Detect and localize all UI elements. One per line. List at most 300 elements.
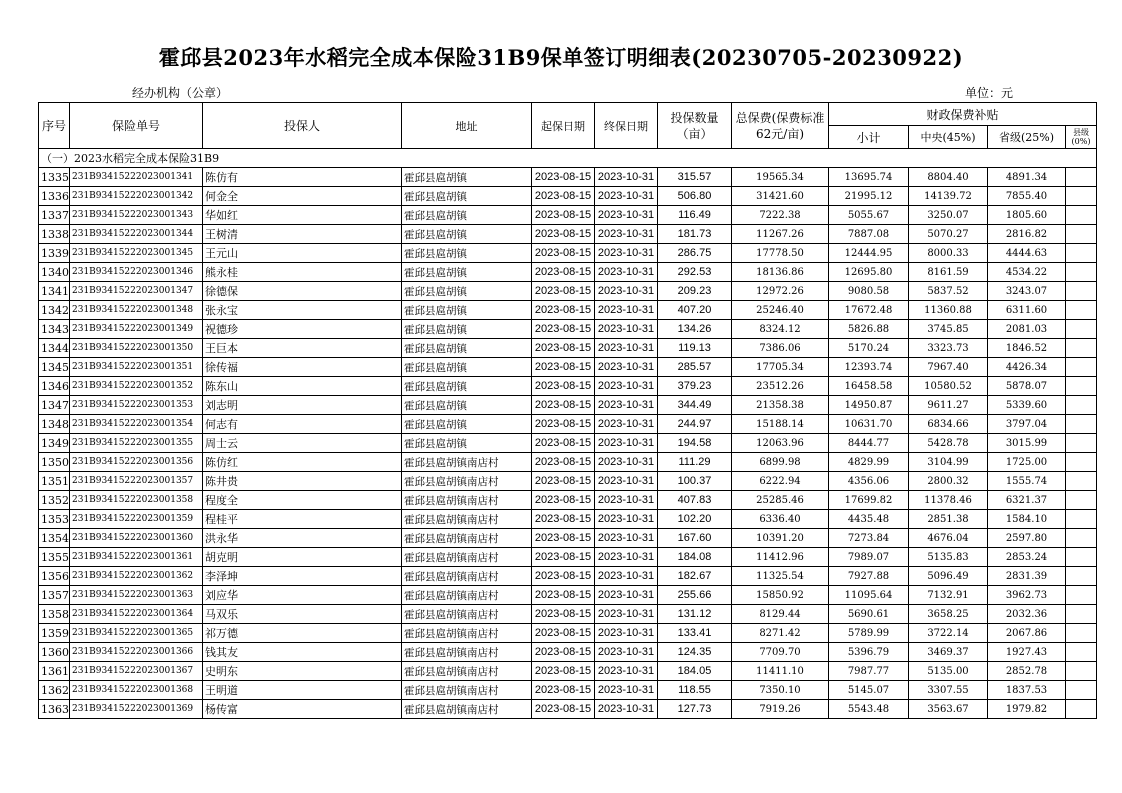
policy-no-cell: 231B93415222023001365	[70, 624, 203, 643]
subtotal-cell: 12444.95	[829, 244, 909, 263]
seq-cell: 1359	[39, 624, 70, 643]
seq-cell: 1349	[39, 434, 70, 453]
province-cell: 3962.73	[988, 586, 1066, 605]
total-premium-cell: 15850.92	[732, 586, 829, 605]
county-cell	[1066, 415, 1097, 434]
county-cell	[1066, 434, 1097, 453]
policy-no-cell: 231B93415222023001364	[70, 605, 203, 624]
end-date-cell: 2023-10-31	[595, 263, 658, 282]
central-cell: 5428.78	[909, 434, 988, 453]
policy-no-cell: 231B93415222023001350	[70, 339, 203, 358]
start-date-cell: 2023-08-15	[532, 453, 595, 472]
seq-cell: 1362	[39, 681, 70, 700]
province-cell: 2081.03	[988, 320, 1066, 339]
end-date-cell: 2023-10-31	[595, 282, 658, 301]
county-cell	[1066, 396, 1097, 415]
start-date-cell: 2023-08-15	[532, 491, 595, 510]
central-cell: 3104.99	[909, 453, 988, 472]
seq-cell: 1338	[39, 225, 70, 244]
county-cell	[1066, 206, 1097, 225]
insured-name-cell: 杨传富	[203, 700, 402, 719]
policy-no-cell: 231B93415222023001345	[70, 244, 203, 263]
start-date-cell: 2023-08-15	[532, 263, 595, 282]
central-cell: 2851.38	[909, 510, 988, 529]
central-cell: 7132.91	[909, 586, 988, 605]
table-row	[39, 491, 1097, 510]
seq-cell: 1347	[39, 396, 70, 415]
start-date-cell: 2023-08-15	[532, 567, 595, 586]
seq-cell: 1354	[39, 529, 70, 548]
central-cell: 3722.14	[909, 624, 988, 643]
total-premium-cell: 19565.34	[732, 168, 829, 187]
seq-cell: 1355	[39, 548, 70, 567]
table-row	[39, 244, 1097, 263]
start-date-cell: 2023-08-15	[532, 320, 595, 339]
total-premium-cell: 25246.40	[732, 301, 829, 320]
insured-name-cell: 王巨本	[203, 339, 402, 358]
province-cell: 1927.43	[988, 643, 1066, 662]
central-cell: 11360.88	[909, 301, 988, 320]
table-row	[39, 510, 1097, 529]
seq-cell: 1360	[39, 643, 70, 662]
insured-name-cell: 胡克明	[203, 548, 402, 567]
area-cell: 184.05	[658, 662, 732, 681]
policy-no-cell: 231B93415222023001360	[70, 529, 203, 548]
address-cell: 霍邱县扈胡镇南店村	[402, 491, 532, 510]
subtotal-cell: 12393.74	[829, 358, 909, 377]
central-cell: 3250.07	[909, 206, 988, 225]
area-cell: 127.73	[658, 700, 732, 719]
header-insured: 投保人	[203, 103, 402, 149]
seq-cell: 1348	[39, 415, 70, 434]
province-cell: 1555.74	[988, 472, 1066, 491]
county-cell	[1066, 282, 1097, 301]
county-cell	[1066, 320, 1097, 339]
subtotal-cell: 12695.80	[829, 263, 909, 282]
seq-cell: 1335	[39, 168, 70, 187]
table-row	[39, 301, 1097, 320]
policy-no-cell: 231B93415222023001352	[70, 377, 203, 396]
central-cell: 11378.46	[909, 491, 988, 510]
area-cell: 292.53	[658, 263, 732, 282]
subtotal-cell: 10631.70	[829, 415, 909, 434]
total-premium-cell: 11411.10	[732, 662, 829, 681]
total-premium-cell: 8129.44	[732, 605, 829, 624]
area-cell: 124.35	[658, 643, 732, 662]
province-cell: 4444.63	[988, 244, 1066, 263]
header-county: 县级(0%)	[1066, 126, 1097, 149]
header-area: 投保数量（亩）	[658, 103, 732, 149]
total-premium-cell: 11325.54	[732, 567, 829, 586]
seq-cell: 1352	[39, 491, 70, 510]
address-cell: 霍邱县扈胡镇	[402, 339, 532, 358]
table-row	[39, 662, 1097, 681]
county-cell	[1066, 491, 1097, 510]
subtotal-cell: 5826.88	[829, 320, 909, 339]
area-cell: 100.37	[658, 472, 732, 491]
province-cell: 1725.00	[988, 453, 1066, 472]
end-date-cell: 2023-10-31	[595, 510, 658, 529]
policy-no-cell: 231B93415222023001363	[70, 586, 203, 605]
central-cell: 3469.37	[909, 643, 988, 662]
insured-name-cell: 王元山	[203, 244, 402, 263]
address-cell: 霍邱县扈胡镇南店村	[402, 624, 532, 643]
total-premium-cell: 17705.34	[732, 358, 829, 377]
policy-no-cell: 231B93415222023001368	[70, 681, 203, 700]
address-cell: 霍邱县扈胡镇南店村	[402, 548, 532, 567]
province-cell: 1805.60	[988, 206, 1066, 225]
area-cell: 286.75	[658, 244, 732, 263]
area-cell: 118.55	[658, 681, 732, 700]
seq-cell: 1343	[39, 320, 70, 339]
area-cell: 111.29	[658, 453, 732, 472]
total-premium-cell: 31421.60	[732, 187, 829, 206]
area-cell: 244.97	[658, 415, 732, 434]
total-premium-cell: 7919.26	[732, 700, 829, 719]
total-premium-cell: 6222.94	[732, 472, 829, 491]
seq-cell: 1353	[39, 510, 70, 529]
address-cell: 霍邱县扈胡镇	[402, 225, 532, 244]
insured-name-cell: 祝德珍	[203, 320, 402, 339]
end-date-cell: 2023-10-31	[595, 453, 658, 472]
province-cell: 3015.99	[988, 434, 1066, 453]
subtotal-cell: 5170.24	[829, 339, 909, 358]
address-cell: 霍邱县扈胡镇南店村	[402, 567, 532, 586]
insured-name-cell: 祁万德	[203, 624, 402, 643]
policy-no-cell: 231B93415222023001367	[70, 662, 203, 681]
start-date-cell: 2023-08-15	[532, 187, 595, 206]
address-cell: 霍邱县扈胡镇	[402, 396, 532, 415]
province-cell: 2816.82	[988, 225, 1066, 244]
province-cell: 2597.80	[988, 529, 1066, 548]
insured-name-cell: 何志有	[203, 415, 402, 434]
seq-cell: 1342	[39, 301, 70, 320]
policy-no-cell: 231B93415222023001358	[70, 491, 203, 510]
start-date-cell: 2023-08-15	[532, 700, 595, 719]
seq-cell: 1341	[39, 282, 70, 301]
start-date-cell: 2023-08-15	[532, 377, 595, 396]
seq-cell: 1346	[39, 377, 70, 396]
central-cell: 9611.27	[909, 396, 988, 415]
end-date-cell: 2023-10-31	[595, 320, 658, 339]
area-cell: 181.73	[658, 225, 732, 244]
province-cell: 4534.22	[988, 263, 1066, 282]
start-date-cell: 2023-08-15	[532, 339, 595, 358]
insured-name-cell: 程桂平	[203, 510, 402, 529]
county-cell	[1066, 301, 1097, 320]
insured-name-cell: 周士云	[203, 434, 402, 453]
table-row	[39, 700, 1097, 719]
address-cell: 霍邱县扈胡镇	[402, 320, 532, 339]
total-premium-cell: 6899.98	[732, 453, 829, 472]
seq-cell: 1339	[39, 244, 70, 263]
end-date-cell: 2023-10-31	[595, 396, 658, 415]
end-date-cell: 2023-10-31	[595, 662, 658, 681]
end-date-cell: 2023-10-31	[595, 491, 658, 510]
province-cell: 6311.60	[988, 301, 1066, 320]
address-cell: 霍邱县扈胡镇	[402, 377, 532, 396]
area-cell: 167.60	[658, 529, 732, 548]
total-premium-cell: 7709.70	[732, 643, 829, 662]
subtotal-cell: 5789.99	[829, 624, 909, 643]
area-cell: 255.66	[658, 586, 732, 605]
county-cell	[1066, 510, 1097, 529]
policy-no-cell: 231B93415222023001355	[70, 434, 203, 453]
subtotal-cell: 16458.58	[829, 377, 909, 396]
central-cell: 2800.32	[909, 472, 988, 491]
insured-name-cell: 熊永桂	[203, 263, 402, 282]
province-cell: 2852.78	[988, 662, 1066, 681]
end-date-cell: 2023-10-31	[595, 225, 658, 244]
county-cell	[1066, 567, 1097, 586]
start-date-cell: 2023-08-15	[532, 358, 595, 377]
area-cell: 379.23	[658, 377, 732, 396]
end-date-cell: 2023-10-31	[595, 187, 658, 206]
policy-no-cell: 231B93415222023001366	[70, 643, 203, 662]
address-cell: 霍邱县扈胡镇	[402, 301, 532, 320]
address-cell: 霍邱县扈胡镇	[402, 263, 532, 282]
area-cell: 344.49	[658, 396, 732, 415]
table-row	[39, 282, 1097, 301]
county-cell	[1066, 662, 1097, 681]
table-row	[39, 358, 1097, 377]
seq-cell: 1363	[39, 700, 70, 719]
policy-table	[38, 102, 1097, 719]
central-cell: 3563.67	[909, 700, 988, 719]
county-cell	[1066, 168, 1097, 187]
address-cell: 霍邱县扈胡镇南店村	[402, 529, 532, 548]
total-premium-cell: 25285.46	[732, 491, 829, 510]
central-cell: 3323.73	[909, 339, 988, 358]
address-cell: 霍邱县扈胡镇	[402, 434, 532, 453]
policy-no-cell: 231B93415222023001341	[70, 168, 203, 187]
policy-no-cell: 231B93415222023001349	[70, 320, 203, 339]
area-cell: 407.83	[658, 491, 732, 510]
area-cell: 407.20	[658, 301, 732, 320]
policy-no-cell: 231B93415222023001354	[70, 415, 203, 434]
seq-cell: 1357	[39, 586, 70, 605]
end-date-cell: 2023-10-31	[595, 548, 658, 567]
area-cell: 131.12	[658, 605, 732, 624]
end-date-cell: 2023-10-31	[595, 624, 658, 643]
start-date-cell: 2023-08-15	[532, 472, 595, 491]
header-address: 地址	[402, 103, 532, 149]
area-cell: 506.80	[658, 187, 732, 206]
central-cell: 5135.00	[909, 662, 988, 681]
header-start-date: 起保日期	[532, 103, 595, 149]
area-cell: 133.41	[658, 624, 732, 643]
subtotal-cell: 17672.48	[829, 301, 909, 320]
insured-name-cell: 华如红	[203, 206, 402, 225]
total-premium-cell: 8271.42	[732, 624, 829, 643]
subtotal-cell: 9080.58	[829, 282, 909, 301]
central-cell: 8000.33	[909, 244, 988, 263]
province-cell: 5339.60	[988, 396, 1066, 415]
policy-no-cell: 231B93415222023001348	[70, 301, 203, 320]
table-row	[39, 168, 1097, 187]
policy-no-cell: 231B93415222023001359	[70, 510, 203, 529]
subtotal-cell: 5145.07	[829, 681, 909, 700]
end-date-cell: 2023-10-31	[595, 643, 658, 662]
address-cell: 霍邱县扈胡镇南店村	[402, 586, 532, 605]
end-date-cell: 2023-10-31	[595, 358, 658, 377]
end-date-cell: 2023-10-31	[595, 244, 658, 263]
seq-cell: 1351	[39, 472, 70, 491]
subtotal-cell: 4829.99	[829, 453, 909, 472]
address-cell: 霍邱县扈胡镇	[402, 168, 532, 187]
start-date-cell: 2023-08-15	[532, 168, 595, 187]
county-cell	[1066, 377, 1097, 396]
table-row	[39, 434, 1097, 453]
start-date-cell: 2023-08-15	[532, 681, 595, 700]
policy-no-cell: 231B93415222023001342	[70, 187, 203, 206]
header-central: 中央(45%)	[909, 126, 988, 149]
address-cell: 霍邱县扈胡镇南店村	[402, 605, 532, 624]
insured-name-cell: 陈仿红	[203, 453, 402, 472]
address-cell: 霍邱县扈胡镇南店村	[402, 510, 532, 529]
start-date-cell: 2023-08-15	[532, 643, 595, 662]
province-cell: 7855.40	[988, 187, 1066, 206]
total-premium-cell: 18136.86	[732, 263, 829, 282]
policy-no-cell: 231B93415222023001347	[70, 282, 203, 301]
total-premium-cell: 8324.12	[732, 320, 829, 339]
start-date-cell: 2023-08-15	[532, 586, 595, 605]
policy-no-cell: 231B93415222023001346	[70, 263, 203, 282]
address-cell: 霍邱县扈胡镇	[402, 358, 532, 377]
subtotal-cell: 7927.88	[829, 567, 909, 586]
county-cell	[1066, 548, 1097, 567]
start-date-cell: 2023-08-15	[532, 396, 595, 415]
address-cell: 霍邱县扈胡镇	[402, 244, 532, 263]
subtotal-cell: 8444.77	[829, 434, 909, 453]
start-date-cell: 2023-08-15	[532, 301, 595, 320]
table-row	[39, 586, 1097, 605]
county-cell	[1066, 605, 1097, 624]
end-date-cell: 2023-10-31	[595, 529, 658, 548]
province-cell: 1837.53	[988, 681, 1066, 700]
county-cell	[1066, 244, 1097, 263]
table-row	[39, 681, 1097, 700]
central-cell: 6834.66	[909, 415, 988, 434]
province-cell: 2032.36	[988, 605, 1066, 624]
header-total-premium: 总保费(保费标准62元/亩)	[732, 103, 829, 149]
central-cell: 5096.49	[909, 567, 988, 586]
address-cell: 霍邱县扈胡镇	[402, 415, 532, 434]
address-cell: 霍邱县扈胡镇	[402, 187, 532, 206]
table-row	[39, 605, 1097, 624]
county-cell	[1066, 586, 1097, 605]
subtotal-cell: 17699.82	[829, 491, 909, 510]
seq-cell: 1345	[39, 358, 70, 377]
table-row	[39, 206, 1097, 225]
county-cell	[1066, 187, 1097, 206]
seq-cell: 1356	[39, 567, 70, 586]
county-cell	[1066, 624, 1097, 643]
address-cell: 霍邱县扈胡镇南店村	[402, 681, 532, 700]
insured-name-cell: 刘应华	[203, 586, 402, 605]
end-date-cell: 2023-10-31	[595, 700, 658, 719]
total-premium-cell: 6336.40	[732, 510, 829, 529]
total-premium-cell: 11267.26	[732, 225, 829, 244]
central-cell: 14139.72	[909, 187, 988, 206]
area-cell: 102.20	[658, 510, 732, 529]
start-date-cell: 2023-08-15	[532, 510, 595, 529]
subtotal-cell: 7989.07	[829, 548, 909, 567]
total-premium-cell: 7222.38	[732, 206, 829, 225]
subtotal-cell: 4435.48	[829, 510, 909, 529]
central-cell: 4676.04	[909, 529, 988, 548]
seq-cell: 1344	[39, 339, 70, 358]
province-cell: 1979.82	[988, 700, 1066, 719]
table-row	[39, 187, 1097, 206]
table-row	[39, 263, 1097, 282]
insured-name-cell: 徐德保	[203, 282, 402, 301]
subtotal-cell: 14950.87	[829, 396, 909, 415]
end-date-cell: 2023-10-31	[595, 605, 658, 624]
seq-cell: 1337	[39, 206, 70, 225]
seq-cell: 1340	[39, 263, 70, 282]
address-cell: 霍邱县扈胡镇南店村	[402, 453, 532, 472]
start-date-cell: 2023-08-15	[532, 282, 595, 301]
start-date-cell: 2023-08-15	[532, 415, 595, 434]
central-cell: 3745.85	[909, 320, 988, 339]
insured-name-cell: 张永宝	[203, 301, 402, 320]
insured-name-cell: 史明东	[203, 662, 402, 681]
total-premium-cell: 23512.26	[732, 377, 829, 396]
policy-no-cell: 231B93415222023001351	[70, 358, 203, 377]
total-premium-cell: 17778.50	[732, 244, 829, 263]
table-row	[39, 453, 1097, 472]
subtotal-cell: 7887.08	[829, 225, 909, 244]
province-cell: 2067.86	[988, 624, 1066, 643]
insured-name-cell: 王明道	[203, 681, 402, 700]
insured-name-cell: 钱其友	[203, 643, 402, 662]
policy-no-cell: 231B93415222023001356	[70, 453, 203, 472]
insured-name-cell: 洪永华	[203, 529, 402, 548]
end-date-cell: 2023-10-31	[595, 168, 658, 187]
subtotal-cell: 5690.61	[829, 605, 909, 624]
insured-name-cell: 陈仿有	[203, 168, 402, 187]
table-row	[39, 225, 1097, 244]
insured-name-cell: 王树清	[203, 225, 402, 244]
start-date-cell: 2023-08-15	[532, 244, 595, 263]
address-cell: 霍邱县扈胡镇南店村	[402, 700, 532, 719]
end-date-cell: 2023-10-31	[595, 472, 658, 491]
subtotal-cell: 13695.74	[829, 168, 909, 187]
province-cell: 2831.39	[988, 567, 1066, 586]
province-cell: 3243.07	[988, 282, 1066, 301]
county-cell	[1066, 358, 1097, 377]
start-date-cell: 2023-08-15	[532, 662, 595, 681]
address-cell: 霍邱县扈胡镇南店村	[402, 472, 532, 491]
table-row	[39, 643, 1097, 662]
area-cell: 315.57	[658, 168, 732, 187]
central-cell: 8804.40	[909, 168, 988, 187]
header-subsidy-group: 财政保费补贴	[829, 103, 1097, 126]
table-row	[39, 548, 1097, 567]
start-date-cell: 2023-08-15	[532, 624, 595, 643]
province-cell: 1846.52	[988, 339, 1066, 358]
insured-name-cell: 程度全	[203, 491, 402, 510]
table-row	[39, 472, 1097, 491]
total-premium-cell: 7386.06	[732, 339, 829, 358]
county-cell	[1066, 681, 1097, 700]
end-date-cell: 2023-10-31	[595, 415, 658, 434]
table-row	[39, 377, 1097, 396]
central-cell: 5070.27	[909, 225, 988, 244]
header-end-date: 终保日期	[595, 103, 658, 149]
end-date-cell: 2023-10-31	[595, 434, 658, 453]
